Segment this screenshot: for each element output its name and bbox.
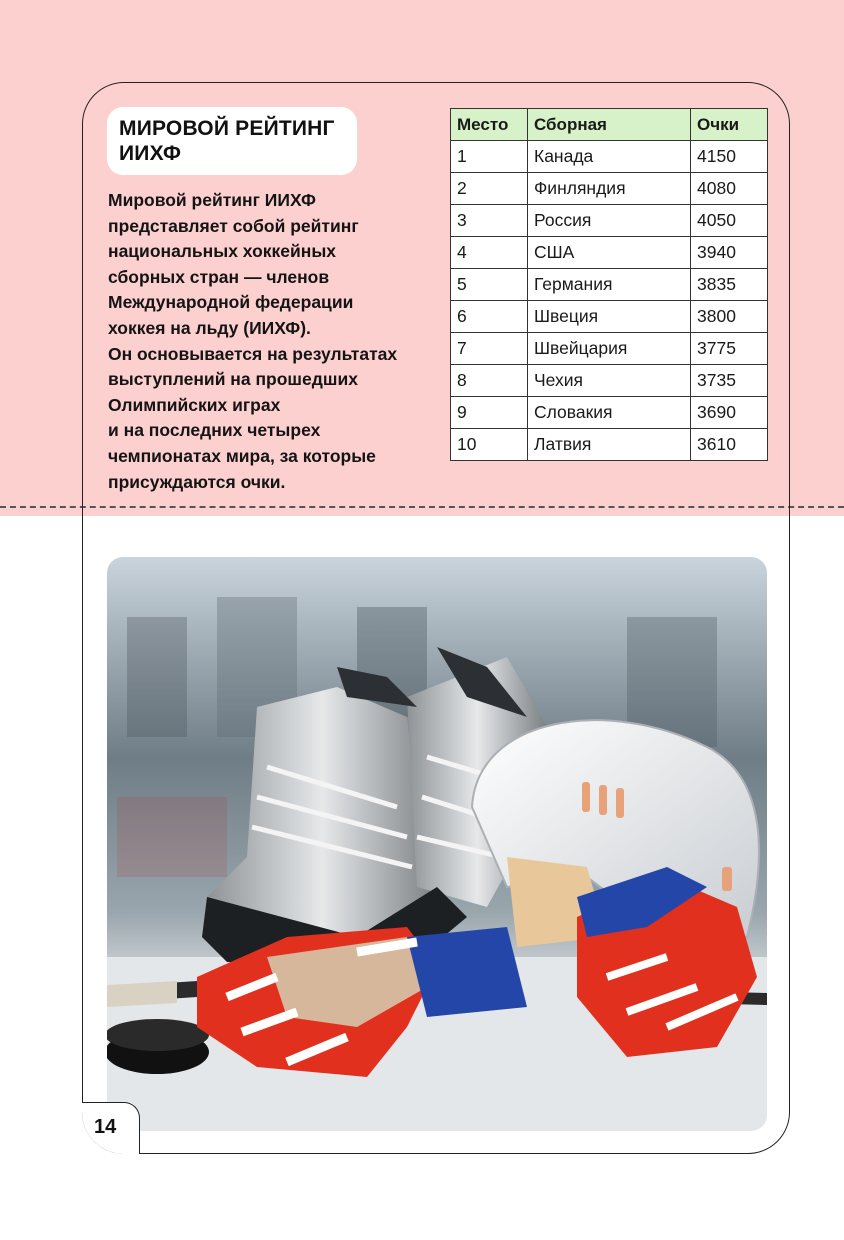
cell-place: 8 xyxy=(451,365,528,397)
table-row xyxy=(451,205,768,237)
intro-line: и на последних четырех xyxy=(108,420,321,441)
cell-place: 4 xyxy=(451,237,528,269)
cell-place: 2 xyxy=(451,173,528,205)
table-row xyxy=(451,237,768,269)
cell-team: Швейцария xyxy=(528,333,691,365)
cell-team: Германия xyxy=(528,269,691,301)
intro-line: Он основывается на результатах xyxy=(108,343,398,364)
cell-team: Финляндия xyxy=(528,173,691,205)
cell-team: США xyxy=(528,237,691,269)
title-line-1: МИРОВОЙ РЕЙТИНГ xyxy=(119,117,335,140)
cell-place: 9 xyxy=(451,397,528,429)
hockey-equipment-photo xyxy=(107,557,767,1131)
cell-place: 1 xyxy=(451,141,528,173)
cell-team: Россия xyxy=(528,205,691,237)
table-row xyxy=(451,173,768,205)
cell-points: 3800 xyxy=(691,301,768,333)
cell-points: 3940 xyxy=(691,237,768,269)
col-header-team: Сборная xyxy=(528,109,691,141)
cell-place: 10 xyxy=(451,429,528,461)
cell-team: Чехия xyxy=(528,365,691,397)
cell-team: Канада xyxy=(528,141,691,173)
intro-line: Мировой рейтинг ИИХФ xyxy=(108,190,316,210)
page-number: 14 xyxy=(94,1116,117,1138)
cell-place: 6 xyxy=(451,301,528,333)
cell-team: Словакия xyxy=(528,397,691,429)
cell-place: 5 xyxy=(451,269,528,301)
title-line-2: ИИХФ xyxy=(119,142,182,165)
intro-line: выступлений на прошедших xyxy=(108,369,358,390)
table-header-row xyxy=(451,109,768,141)
intro-line: Международной федерации xyxy=(108,292,354,313)
cell-points: 4150 xyxy=(691,141,768,173)
section-title xyxy=(107,107,357,175)
cell-points: 3835 xyxy=(691,269,768,301)
cell-points: 3735 xyxy=(691,365,768,397)
intro-line: сборных стран — членов xyxy=(108,266,330,287)
intro-paragraph xyxy=(108,188,438,495)
intro-line: национальных хоккейных xyxy=(108,241,337,262)
table-row xyxy=(451,269,768,301)
intro-line: Олимпийских играх xyxy=(108,394,281,415)
intro-line: представляет собой рейтинг xyxy=(108,215,359,236)
table-row xyxy=(451,397,768,429)
table-row xyxy=(451,365,768,397)
cell-points: 3610 xyxy=(691,429,768,461)
cell-team: Швеция xyxy=(528,301,691,333)
intro-line: чемпионатах мира, за которые xyxy=(108,445,376,466)
cell-points: 3775 xyxy=(691,333,768,365)
col-header-place: Место xyxy=(451,109,528,141)
intro-line: присуждаются очки. xyxy=(108,471,286,492)
cell-team: Латвия xyxy=(528,429,691,461)
intro-line: хоккея на льду (ИИХФ). xyxy=(108,317,311,338)
cell-place: 7 xyxy=(451,333,528,365)
col-header-points: Очки xyxy=(691,109,768,141)
cell-place: 3 xyxy=(451,205,528,237)
ranking-table xyxy=(450,108,768,461)
cell-points: 3690 xyxy=(691,397,768,429)
table-row xyxy=(451,429,768,461)
cell-points: 4050 xyxy=(691,205,768,237)
table-row xyxy=(451,141,768,173)
table-row xyxy=(451,333,768,365)
table-row xyxy=(451,301,768,333)
cell-points: 4080 xyxy=(691,173,768,205)
